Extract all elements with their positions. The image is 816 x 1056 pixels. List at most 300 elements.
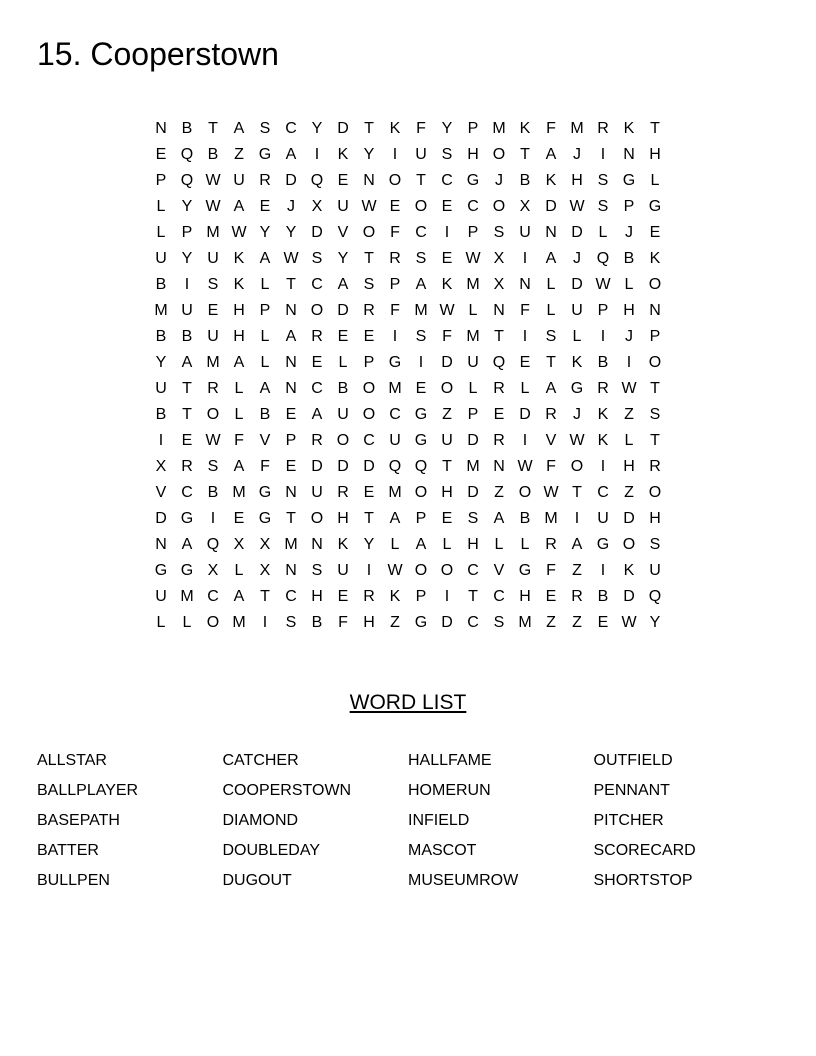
grid-letter: E: [597, 614, 609, 631]
grid-letter: V: [545, 432, 557, 449]
grid-letter: D: [311, 224, 323, 241]
grid-letter: B: [155, 276, 167, 293]
grid-letter: O: [492, 146, 506, 163]
grid-letter: J: [625, 328, 633, 345]
grid-letter: E: [441, 250, 453, 267]
grid-letter: Q: [388, 458, 402, 475]
grid-letter: R: [311, 432, 323, 449]
grid-letter: Z: [390, 614, 400, 631]
grid-letter: G: [466, 172, 480, 189]
grid-letter: N: [155, 120, 167, 137]
grid-letter: C: [467, 614, 479, 631]
grid-letter: E: [415, 380, 427, 397]
grid-letter: F: [390, 224, 400, 241]
grid-letter: M: [466, 328, 480, 345]
grid-letter: S: [285, 614, 297, 631]
grid-letter: L: [260, 276, 270, 293]
grid-letter: P: [649, 328, 661, 345]
grid-letter: C: [311, 380, 323, 397]
grid-letter: R: [571, 588, 583, 605]
grid-letter: J: [573, 146, 581, 163]
grid-letter: C: [467, 198, 479, 215]
grid-letter: T: [546, 354, 556, 371]
grid-letter: I: [522, 432, 528, 449]
grid-letter: V: [155, 484, 167, 501]
grid-letter: M: [232, 484, 246, 501]
grid-letter: H: [571, 172, 583, 189]
grid-letter: U: [337, 562, 349, 579]
grid-letter: T: [416, 172, 426, 189]
grid-letter: W: [543, 484, 559, 501]
grid-letter: W: [387, 562, 403, 579]
grid-letter: T: [364, 510, 374, 527]
grid-letter: O: [362, 380, 376, 397]
grid-letter: O: [414, 562, 428, 579]
grid-letter: S: [545, 328, 557, 345]
grid-letter: U: [571, 302, 583, 319]
word-list-item: ALLSTAR: [37, 752, 107, 769]
grid-letter: B: [155, 328, 167, 345]
grid-letter: B: [519, 172, 531, 189]
grid-letter: R: [363, 302, 375, 319]
grid-letter: T: [286, 276, 296, 293]
grid-letter: Y: [311, 120, 323, 137]
grid-letter: X: [259, 536, 271, 553]
grid-row: [148, 480, 668, 506]
grid-letter: T: [260, 588, 270, 605]
grid-letter: W: [621, 614, 637, 631]
grid-letter: Q: [310, 172, 324, 189]
grid-letter: E: [363, 328, 375, 345]
grid-letter: G: [622, 172, 636, 189]
grid-letter: A: [181, 354, 193, 371]
grid-letter: L: [156, 614, 166, 631]
grid-letter: U: [649, 562, 661, 579]
grid-letter: V: [337, 224, 349, 241]
grid-letter: G: [388, 354, 402, 371]
word-list-item: BALLPLAYER: [37, 782, 139, 799]
grid-letter: W: [569, 198, 585, 215]
grid-letter: D: [311, 458, 323, 475]
grid-row: [148, 428, 668, 454]
grid-letter: D: [571, 224, 583, 241]
grid-letter: I: [184, 276, 190, 293]
grid-letter: M: [414, 302, 428, 319]
grid-letter: H: [519, 588, 531, 605]
grid-letter: L: [572, 328, 582, 345]
grid-letter: X: [493, 276, 505, 293]
grid-letter: N: [493, 302, 505, 319]
grid-letter: S: [649, 536, 661, 553]
grid-letter: B: [519, 510, 531, 527]
grid-letter: B: [311, 614, 323, 631]
grid-letter: G: [258, 484, 272, 501]
grid-letter: C: [285, 120, 297, 137]
grid-letter: G: [414, 406, 428, 423]
grid-letter: R: [493, 432, 505, 449]
grid-letter: G: [570, 380, 584, 397]
grid-letter: C: [285, 588, 297, 605]
grid-letter: B: [181, 120, 193, 137]
grid-letter: W: [517, 458, 533, 475]
grid-letter: D: [519, 406, 531, 423]
grid-letter: P: [259, 302, 271, 319]
grid-letter: P: [285, 432, 297, 449]
grid-letter: R: [649, 458, 661, 475]
grid-letter: T: [442, 458, 452, 475]
grid-letter: R: [389, 250, 401, 267]
grid-letter: V: [493, 562, 505, 579]
grid-letter: D: [441, 614, 453, 631]
grid-letter: Y: [155, 354, 167, 371]
grid-letter: D: [337, 120, 349, 137]
grid-letter: E: [649, 224, 661, 241]
grid-letter: S: [259, 120, 271, 137]
word-list: [37, 746, 779, 896]
grid-letter: L: [442, 536, 452, 553]
grid-letter: W: [465, 250, 481, 267]
grid-letter: W: [595, 276, 611, 293]
word-list-item: CATCHER: [222, 752, 299, 769]
grid-letter: L: [468, 380, 478, 397]
grid-letter: A: [259, 380, 271, 397]
grid-letter: Y: [259, 224, 271, 241]
grid-letter: P: [181, 224, 193, 241]
grid-letter: L: [156, 224, 166, 241]
page-title: 15. Cooperstown: [37, 36, 279, 72]
grid-letter: M: [388, 380, 402, 397]
grid-letter: U: [155, 380, 167, 397]
grid-row: [148, 402, 668, 428]
grid-letter: H: [467, 536, 479, 553]
word-list-item: SHORTSTOP: [593, 872, 693, 889]
grid-letter: W: [569, 432, 585, 449]
grid-letter: R: [207, 380, 219, 397]
grid-letter: N: [311, 536, 323, 553]
grid-row: [148, 272, 668, 298]
grid-letter: U: [441, 432, 453, 449]
grid-letter: O: [570, 458, 584, 475]
grid-letter: B: [155, 406, 167, 423]
grid-letter: L: [520, 380, 530, 397]
grid-letter: U: [207, 328, 219, 345]
grid-letter: L: [260, 328, 270, 345]
grid-row: [148, 194, 668, 220]
grid-letter: A: [259, 250, 271, 267]
grid-letter: O: [310, 302, 324, 319]
grid-letter: H: [441, 484, 453, 501]
grid-letter: R: [181, 458, 193, 475]
grid-letter: P: [623, 198, 635, 215]
grid-letter: R: [363, 588, 375, 605]
grid-letter: I: [600, 562, 606, 579]
grid-letter: T: [468, 588, 478, 605]
grid-letter: S: [363, 276, 375, 293]
word-list-item: BATTER: [37, 842, 99, 859]
grid-letter: A: [389, 510, 401, 527]
grid-letter: A: [233, 458, 245, 475]
grid-letter: K: [519, 120, 531, 137]
grid-letter: D: [337, 458, 349, 475]
grid-letter: L: [234, 380, 244, 397]
word-list-item: DUGOUT: [222, 872, 292, 889]
grid-letter: I: [600, 146, 606, 163]
grid-letter: S: [441, 146, 453, 163]
grid-letter: K: [545, 172, 557, 189]
grid-letter: J: [573, 250, 581, 267]
grid-letter: H: [363, 614, 375, 631]
grid-letter: O: [336, 432, 350, 449]
grid-letter: Y: [337, 250, 349, 267]
grid-letter: Y: [181, 198, 193, 215]
grid-letter: M: [284, 536, 298, 553]
grid-letter: D: [623, 510, 635, 527]
grid-letter: D: [467, 484, 479, 501]
grid-letter: O: [648, 276, 662, 293]
grid-letter: X: [259, 562, 271, 579]
word-list-column: [37, 746, 223, 896]
grid-letter: I: [574, 510, 580, 527]
grid-letter: C: [467, 562, 479, 579]
grid-letter: P: [363, 354, 375, 371]
grid-row: [148, 168, 668, 194]
grid-letter: C: [207, 588, 219, 605]
grid-letter: H: [311, 588, 323, 605]
grid-row: [148, 610, 668, 636]
grid-letter: F: [520, 302, 530, 319]
grid-letter: R: [545, 406, 557, 423]
grid-letter: L: [624, 432, 634, 449]
grid-letter: N: [493, 458, 505, 475]
grid-letter: G: [414, 614, 428, 631]
grid-letter: J: [495, 172, 503, 189]
grid-letter: L: [598, 224, 608, 241]
grid-letter: I: [158, 432, 164, 449]
grid-letter: K: [337, 146, 349, 163]
grid-letter: C: [415, 224, 427, 241]
grid-letter: O: [206, 614, 220, 631]
grid-letter: J: [573, 406, 581, 423]
grid-letter: S: [493, 224, 505, 241]
grid-letter: S: [311, 250, 323, 267]
grid-row: [148, 220, 668, 246]
word-list-item: BASEPATH: [37, 812, 120, 829]
grid-row: [148, 116, 668, 142]
word-list-item: HALLFAME: [408, 752, 492, 769]
word-list-item: BULLPEN: [37, 872, 110, 889]
grid-letter: J: [625, 224, 633, 241]
grid-row: [148, 506, 668, 532]
grid-letter: S: [207, 458, 219, 475]
grid-letter: N: [285, 354, 297, 371]
grid-letter: T: [520, 146, 530, 163]
grid-letter: G: [154, 562, 168, 579]
grid-letter: N: [155, 536, 167, 553]
grid-letter: H: [467, 146, 479, 163]
grid-letter: S: [597, 172, 609, 189]
grid-letter: E: [493, 406, 505, 423]
grid-letter: E: [337, 172, 349, 189]
grid-letter: Q: [492, 354, 506, 371]
grid-letter: K: [441, 276, 453, 293]
grid-letter: G: [258, 146, 272, 163]
grid-letter: N: [519, 276, 531, 293]
word-list-item: OUTFIELD: [593, 752, 673, 769]
grid-letter: M: [232, 614, 246, 631]
grid-letter: T: [286, 510, 296, 527]
grid-letter: A: [545, 146, 557, 163]
grid-letter: O: [310, 510, 324, 527]
grid-letter: T: [208, 120, 218, 137]
grid-letter: A: [337, 276, 349, 293]
grid-letter: E: [363, 484, 375, 501]
grid-letter: Y: [285, 224, 297, 241]
grid-letter: D: [467, 432, 479, 449]
grid-row: [148, 532, 668, 558]
grid-letter: U: [337, 406, 349, 423]
grid-letter: T: [364, 120, 374, 137]
grid-letter: F: [546, 458, 556, 475]
grid-letter: T: [650, 432, 660, 449]
word-list-item: PENNANT: [593, 782, 670, 799]
grid-letter: C: [363, 432, 375, 449]
grid-letter: I: [392, 328, 398, 345]
grid-letter: H: [337, 510, 349, 527]
grid-letter: B: [181, 328, 193, 345]
grid-letter: Y: [649, 614, 661, 631]
grid-letter: Y: [363, 146, 375, 163]
grid-letter: O: [388, 172, 402, 189]
grid-letter: T: [364, 250, 374, 267]
grid-letter: Y: [363, 536, 375, 553]
grid-letter: L: [338, 354, 348, 371]
grid-letter: E: [389, 198, 401, 215]
grid-letter: A: [545, 380, 557, 397]
grid-letter: C: [389, 406, 401, 423]
grid-letter: O: [622, 536, 636, 553]
grid-letter: L: [546, 276, 556, 293]
grid-letter: Q: [414, 458, 428, 475]
grid-letter: W: [205, 172, 221, 189]
word-list-item: SCORECARD: [593, 842, 696, 859]
grid-letter: H: [623, 458, 635, 475]
grid-letter: W: [231, 224, 247, 241]
grid-letter: W: [621, 380, 637, 397]
grid-letter: U: [181, 302, 193, 319]
grid-letter: G: [180, 510, 194, 527]
grid-letter: T: [182, 406, 192, 423]
grid-letter: B: [259, 406, 271, 423]
grid-letter: O: [440, 380, 454, 397]
grid-letter: B: [597, 588, 609, 605]
grid-letter: I: [314, 146, 320, 163]
grid-letter: M: [518, 614, 532, 631]
grid-letter: E: [259, 198, 271, 215]
grid-letter: L: [520, 536, 530, 553]
grid-row: [148, 454, 668, 480]
grid-letter: Q: [180, 172, 194, 189]
grid-letter: E: [441, 198, 453, 215]
grid-letter: Q: [596, 250, 610, 267]
grid-letter: T: [572, 484, 582, 501]
grid-letter: Z: [442, 406, 452, 423]
grid-row: [148, 376, 668, 402]
grid-letter: F: [390, 302, 400, 319]
grid-letter: P: [389, 276, 401, 293]
grid-letter: I: [626, 354, 632, 371]
grid-letter: C: [311, 276, 323, 293]
grid-letter: O: [440, 562, 454, 579]
grid-letter: C: [441, 172, 453, 189]
grid-row: [148, 558, 668, 584]
grid-letter: I: [444, 224, 450, 241]
grid-letter: X: [519, 198, 531, 215]
grid-letter: M: [544, 510, 558, 527]
grid-letter: U: [467, 354, 479, 371]
grid-letter: O: [518, 484, 532, 501]
grid-letter: Y: [181, 250, 193, 267]
grid-letter: A: [493, 510, 505, 527]
word-list-item: DOUBLEDAY: [222, 842, 321, 859]
word-list-item: MASCOT: [408, 842, 477, 859]
grid-letter: S: [311, 562, 323, 579]
grid-letter: L: [260, 354, 270, 371]
grid-letter: W: [205, 432, 221, 449]
grid-letter: P: [467, 120, 479, 137]
grid-letter: B: [597, 354, 609, 371]
grid-row: [148, 142, 668, 168]
grid-letter: M: [466, 458, 480, 475]
grid-letter: U: [597, 510, 609, 527]
grid-letter: E: [233, 510, 245, 527]
grid-letter: K: [597, 432, 609, 449]
grid-letter: E: [337, 328, 349, 345]
grid-letter: T: [494, 328, 504, 345]
grid-letter: H: [233, 302, 245, 319]
grid-letter: L: [156, 198, 166, 215]
grid-letter: D: [155, 510, 167, 527]
grid-letter: R: [259, 172, 271, 189]
grid-letter: C: [181, 484, 193, 501]
grid-letter: D: [337, 302, 349, 319]
grid-row: [148, 246, 668, 272]
grid-letter: A: [233, 198, 245, 215]
grid-letter: G: [596, 536, 610, 553]
grid-letter: B: [207, 484, 219, 501]
grid-letter: A: [545, 250, 557, 267]
grid-letter: T: [650, 380, 660, 397]
grid-letter: I: [392, 146, 398, 163]
grid-letter: M: [492, 120, 506, 137]
grid-letter: R: [493, 380, 505, 397]
grid-letter: G: [258, 510, 272, 527]
grid-letter: K: [571, 354, 583, 371]
grid-letter: D: [441, 354, 453, 371]
grid-letter: M: [466, 276, 480, 293]
grid-row: [148, 324, 668, 350]
grid-letter: I: [418, 354, 424, 371]
grid-letter: B: [207, 146, 219, 163]
grid-letter: S: [597, 198, 609, 215]
grid-letter: R: [597, 380, 609, 397]
word-list-column: [594, 746, 780, 896]
grid-letter: S: [415, 328, 427, 345]
grid-letter: Z: [234, 146, 244, 163]
grid-letter: M: [206, 224, 220, 241]
grid-letter: Q: [180, 146, 194, 163]
word-search-grid: [148, 116, 668, 636]
grid-letter: S: [415, 250, 427, 267]
